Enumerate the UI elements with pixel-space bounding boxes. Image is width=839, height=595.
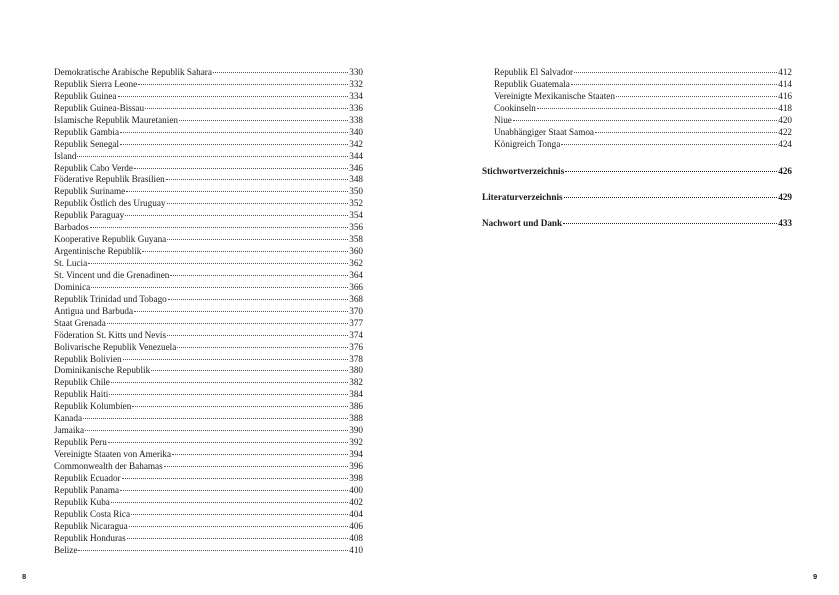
toc-entry-title: Cookinseln xyxy=(494,102,536,113)
toc-entry-title: St. Vincent und die Grenadinen xyxy=(54,269,170,280)
toc-entry-page: 410 xyxy=(349,544,363,555)
toc-entry-page: 358 xyxy=(349,234,363,245)
toc-entry xyxy=(54,401,363,413)
dot-leader xyxy=(120,490,348,491)
toc-entry-page: 380 xyxy=(349,365,363,376)
dot-leader xyxy=(563,223,777,224)
dot-leader xyxy=(132,406,348,407)
toc-entry-title: Commonwealth der Bahamas xyxy=(54,460,163,471)
toc-entry-page: 408 xyxy=(349,532,363,543)
toc-entry-page: 368 xyxy=(349,293,363,304)
dot-leader xyxy=(109,394,348,395)
dot-leader xyxy=(107,323,348,324)
toc-entry xyxy=(54,318,363,330)
toc-entry xyxy=(482,115,792,127)
toc-entry-page: 392 xyxy=(349,437,363,448)
toc-entry xyxy=(482,139,792,151)
toc-entry xyxy=(54,377,363,389)
toc-entry-title: Republik Paraguay xyxy=(54,210,125,221)
dot-leader xyxy=(574,72,777,73)
toc-entry xyxy=(54,91,363,103)
toc-entry xyxy=(482,67,792,79)
dot-leader xyxy=(172,454,348,455)
dot-leader xyxy=(111,382,348,383)
toc-entry xyxy=(54,174,363,186)
toc-entry-page: 364 xyxy=(349,269,363,280)
toc-entry-title: Republik Peru xyxy=(54,437,107,448)
toc-entry-title: Königreich Tonga xyxy=(494,138,561,149)
toc-entry xyxy=(54,79,363,91)
toc-entry-title: Republik Senegal xyxy=(54,138,120,149)
toc-entry xyxy=(54,365,363,377)
toc-entry-title: Kooperative Republik Guyana xyxy=(54,234,167,245)
toc-entry-page: 394 xyxy=(349,449,363,459)
toc-section xyxy=(482,165,792,177)
toc-entry-page: 390 xyxy=(349,425,363,436)
toc-entry xyxy=(54,258,363,270)
toc-entry-page: 433 xyxy=(778,217,792,228)
toc-entry-page: 342 xyxy=(349,138,363,149)
toc-entry xyxy=(54,234,363,246)
dot-leader xyxy=(108,442,348,443)
toc-entry xyxy=(54,115,363,127)
dot-leader xyxy=(78,550,348,551)
toc-entry-title: Kanada xyxy=(54,413,83,424)
toc-entry xyxy=(482,127,792,139)
dot-leader xyxy=(120,144,348,145)
dot-leader xyxy=(513,120,777,121)
dot-leader xyxy=(126,191,348,192)
toc-entry-title: Literaturverzeichnis xyxy=(482,191,563,202)
toc-entry-title: Republik Suriname xyxy=(54,186,126,197)
toc-entry-page: 330 xyxy=(349,67,363,77)
dot-leader xyxy=(145,108,348,109)
toc-entry xyxy=(54,461,363,473)
toc-entry-page: 332 xyxy=(349,78,363,89)
toc-entry-title: Dominikanische Republik xyxy=(54,365,151,376)
toc-entry xyxy=(54,485,363,497)
toc-entry-title: Nachwort und Dank xyxy=(482,217,563,228)
toc-entry-page: 402 xyxy=(349,496,363,507)
toc-entry xyxy=(54,354,363,366)
dot-leader xyxy=(134,168,348,169)
toc-entry xyxy=(54,449,363,461)
dot-leader xyxy=(166,179,348,180)
toc-list-left xyxy=(54,67,363,556)
toc-entry-page: 398 xyxy=(349,472,363,483)
toc-entry-page: 362 xyxy=(349,258,363,268)
toc-entry-title: Niue xyxy=(494,114,512,125)
toc-entry-page: 412 xyxy=(778,67,792,77)
toc-entry-page: 356 xyxy=(349,222,363,233)
dot-leader xyxy=(561,144,777,145)
dot-leader xyxy=(127,538,349,539)
dot-leader xyxy=(564,197,778,198)
toc-entry-title: Republik Cabo Verde xyxy=(54,162,133,173)
toc-entry-page: 388 xyxy=(349,413,363,424)
toc-section xyxy=(482,217,792,229)
toc-entry-page: 374 xyxy=(349,329,363,340)
toc-entry-title: Republik Honduras xyxy=(54,532,126,543)
toc-entry xyxy=(54,425,363,437)
toc-entry-title: Demokratische Arabische Republik Sahara xyxy=(54,67,212,77)
toc-entry xyxy=(482,91,792,103)
toc-entry xyxy=(54,294,363,306)
dot-leader xyxy=(118,96,349,97)
toc-entry-title: Argentinische Republik xyxy=(54,246,142,257)
dot-leader xyxy=(595,132,777,133)
toc-entry xyxy=(54,103,363,115)
dot-leader xyxy=(131,514,348,515)
toc-entry-title: Stichwortverzeichnis xyxy=(482,165,565,176)
dot-leader xyxy=(213,72,348,73)
toc-entry-title: Republik Haiti xyxy=(54,389,109,400)
toc-entry xyxy=(54,127,363,139)
toc-entry-page: 376 xyxy=(349,341,363,352)
toc-entry xyxy=(54,389,363,401)
dot-leader xyxy=(565,171,777,172)
toc-entry-page: 384 xyxy=(349,389,363,400)
toc-entry-title: Belize xyxy=(54,544,78,555)
toc-entry xyxy=(54,306,363,318)
page-number-left: 8 xyxy=(22,572,27,581)
toc-entry-title: Island xyxy=(54,150,77,161)
page-number-right: 9 xyxy=(813,572,818,581)
toc-entry xyxy=(54,330,363,342)
toc-entry xyxy=(54,521,363,533)
toc-entry-page: 418 xyxy=(778,102,792,113)
toc-section xyxy=(482,191,792,203)
toc-entry-title: Republik Sierra Leone xyxy=(54,78,138,89)
toc-entry-page: 352 xyxy=(349,198,363,209)
dot-leader xyxy=(616,96,777,97)
toc-entry-title: Islamische Republik Mauretanien xyxy=(54,114,178,125)
toc-entry-title: Republik Bolivien xyxy=(54,353,122,364)
dot-leader xyxy=(122,478,349,479)
toc-sections xyxy=(482,165,792,229)
toc-entry-title: Unabhängiger Staat Samoa xyxy=(494,126,595,137)
toc-entry-page: 344 xyxy=(349,150,363,161)
toc-entry-title: Dominica xyxy=(54,281,91,292)
toc-entry-title: Republik Kuba xyxy=(54,496,110,507)
toc-entry-page: 346 xyxy=(349,162,363,173)
toc-entry-title: Republik Guinea-Bissau xyxy=(54,102,145,113)
left-page xyxy=(0,0,419,595)
toc-entry-page: 404 xyxy=(349,508,363,519)
dot-leader xyxy=(164,466,349,467)
dot-leader xyxy=(138,84,348,85)
right-page xyxy=(420,0,839,595)
toc-entry-page: 424 xyxy=(778,138,792,149)
toc-entry-page: 416 xyxy=(778,90,792,101)
toc-entry xyxy=(54,198,363,210)
toc-entry-page: 386 xyxy=(349,401,363,412)
toc-entry xyxy=(54,497,363,509)
dot-leader xyxy=(179,120,348,121)
toc-entry-title: Staat Grenada xyxy=(54,317,106,328)
toc-entry xyxy=(54,186,363,198)
toc-entry-title: Republik Nicaragua xyxy=(54,520,128,531)
toc-entry-title: Republik Gambia xyxy=(54,126,120,137)
dot-leader xyxy=(123,359,349,360)
toc-entry-page: 350 xyxy=(349,186,363,197)
dot-leader xyxy=(168,299,348,300)
dot-leader xyxy=(537,108,777,109)
toc-entry-title: Föderative Republik Brasilien xyxy=(54,174,165,185)
toc-entry-title: Republik Ecuador xyxy=(54,472,121,483)
toc-entry-page: 370 xyxy=(349,305,363,316)
toc-entry-page: 377 xyxy=(349,317,363,328)
toc-entry xyxy=(54,210,363,222)
dot-leader xyxy=(125,215,348,216)
dot-leader xyxy=(167,335,348,336)
dot-leader xyxy=(167,203,349,204)
toc-entry-title: Republik Guatemala xyxy=(494,78,570,89)
toc-entry-page: 378 xyxy=(349,353,363,364)
toc-entry xyxy=(54,151,363,163)
dot-leader xyxy=(129,526,348,527)
dot-leader xyxy=(120,132,348,133)
toc-entry xyxy=(54,67,363,79)
toc-entry-title: Republik Costa Rica xyxy=(54,508,131,519)
toc-entry-title: Republik Guinea xyxy=(54,90,117,101)
toc-entry-page: 340 xyxy=(349,126,363,137)
toc-entry-title: Föderation St. Kitts und Nevis xyxy=(54,329,167,340)
toc-entry-title: Republik Trinidad und Tobago xyxy=(54,293,167,304)
toc-entry-title: Bolivarische Republik Venezuela xyxy=(54,341,177,352)
toc-entry-page: 334 xyxy=(349,90,363,101)
toc-entry-title: Jamaika xyxy=(54,425,85,436)
toc-entry-title: Republik Kolumbien xyxy=(54,401,132,412)
dot-leader xyxy=(111,502,348,503)
dot-leader xyxy=(167,239,348,240)
dot-leader xyxy=(134,311,348,312)
toc-entry-title: Republik Östlich des Uruguay xyxy=(54,198,166,209)
dot-leader xyxy=(90,227,349,228)
toc-entry-page: 336 xyxy=(349,102,363,113)
toc-entry xyxy=(54,270,363,282)
toc-entry-page: 420 xyxy=(778,114,792,125)
toc-entry-page: 338 xyxy=(349,114,363,125)
dot-leader xyxy=(170,275,348,276)
toc-entry-page: 382 xyxy=(349,377,363,388)
toc-entry-page: 426 xyxy=(778,165,792,176)
toc-entry-title: Barbados xyxy=(54,222,89,233)
toc-entry xyxy=(54,473,363,485)
dot-leader xyxy=(151,370,348,371)
dot-leader xyxy=(83,418,348,419)
toc-entry-title: Antigua und Barbuda xyxy=(54,305,134,316)
toc-entry xyxy=(54,342,363,354)
toc-entry-page: 422 xyxy=(778,126,792,137)
toc-entry-page: 396 xyxy=(349,460,363,471)
toc-entry xyxy=(54,163,363,175)
toc-entry-page: 429 xyxy=(778,191,792,202)
toc-entry-title: Republik El Salvador xyxy=(494,67,574,77)
toc-entry xyxy=(54,509,363,521)
toc-entry xyxy=(482,103,792,115)
dot-leader xyxy=(91,287,348,288)
toc-entry-page: 414 xyxy=(778,78,792,89)
dot-leader xyxy=(88,263,348,264)
toc-entry-page: 360 xyxy=(349,246,363,257)
toc-entry-page: 354 xyxy=(349,210,363,221)
toc-entry xyxy=(54,545,363,557)
toc-entry xyxy=(54,139,363,151)
toc-entry xyxy=(482,79,792,91)
toc-entry xyxy=(54,437,363,449)
toc-entry-page: 348 xyxy=(349,174,363,185)
toc-entry-title: Vereinigte Staaten von Amerika xyxy=(54,449,172,459)
toc-list-right xyxy=(482,67,792,229)
dot-leader xyxy=(142,251,348,252)
toc-entry xyxy=(54,246,363,258)
toc-entry xyxy=(54,413,363,425)
dot-leader xyxy=(85,430,348,431)
dot-leader xyxy=(177,347,348,348)
toc-entry-page: 406 xyxy=(349,520,363,531)
toc-sublist xyxy=(482,67,792,151)
toc-entry xyxy=(54,222,363,234)
toc-entry-page: 366 xyxy=(349,281,363,292)
toc-entry xyxy=(54,282,363,294)
toc-entry-title: Republik Panama xyxy=(54,484,120,495)
toc-entry-title: Republik Chile xyxy=(54,377,110,388)
toc-entry-title: Vereinigte Mexikanische Staaten xyxy=(494,90,615,101)
toc-entry-title: St. Lucia xyxy=(54,258,88,268)
toc-entry xyxy=(54,533,363,545)
toc-entry-page: 400 xyxy=(349,484,363,495)
dot-leader xyxy=(571,84,777,85)
dot-leader xyxy=(77,156,348,157)
